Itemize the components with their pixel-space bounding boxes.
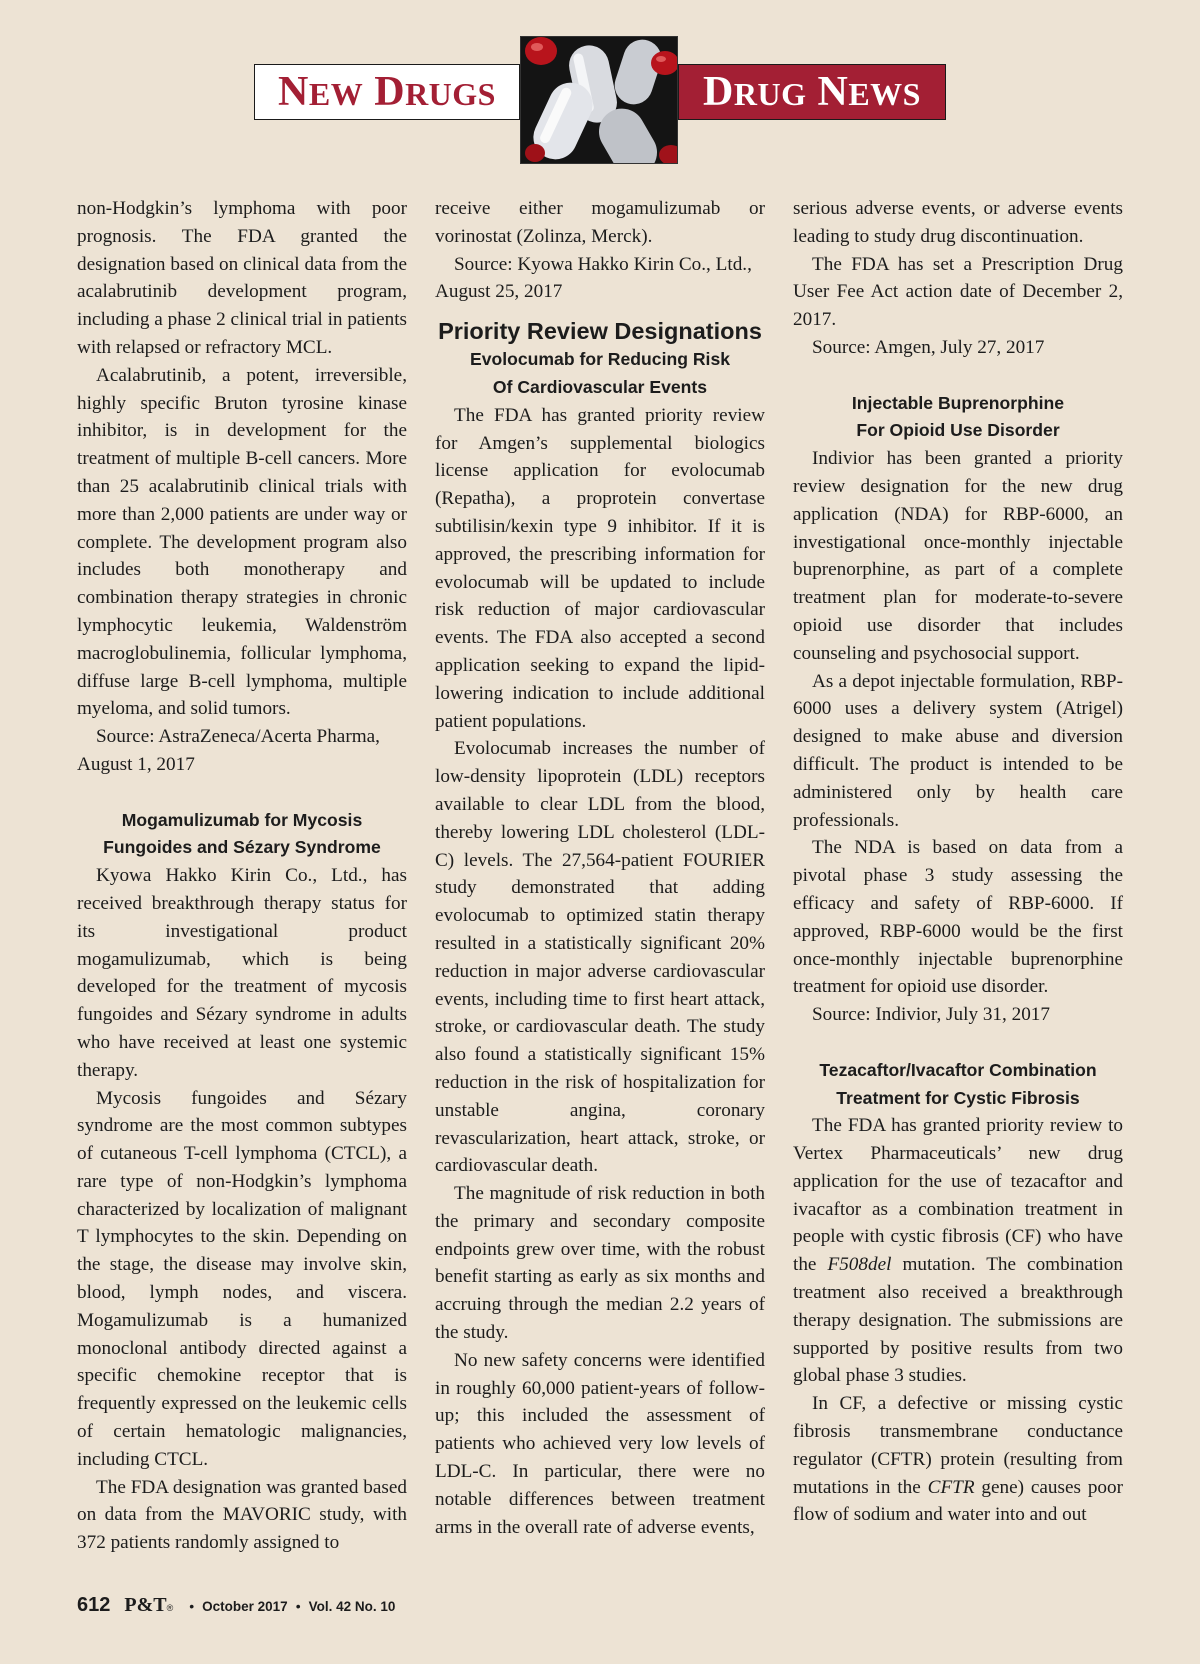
article-heading: Evolocumab for Reducing Risk Of Cardiovascular Events: [469, 349, 731, 397]
paragraph: Kyowa Hakko Kirin Co., Ltd., has received breakthrough therapy status for its investigational product mogamulizumab, which is being developed for the treatment of mycosis fungoides and Sézary syndrome in adults who have received at least one systemic therapy.: [77, 865, 407, 1081]
page-footer: [77, 1594, 395, 1617]
drug-news-label: [678, 64, 946, 120]
paragraph: The NDA is based on data from a pivotal phase 3 study assessing the efficacy and safety of RBP-6000. If approved, RBP-6000 would be the first once-monthly injectable buprenorphine treatment for opioid use disorder.: [793, 837, 1123, 998]
volume-number: Vol. 42 No. 10: [308, 1599, 396, 1614]
paragraph: The FDA has set a Prescription Drug User Fee Act action date of December 2, 2017.: [793, 253, 1123, 331]
column-2: [435, 195, 765, 1541]
column-1: [77, 195, 407, 1557]
paragraph: As a depot injectable formulation, RBP-6000 uses a delivery system (Atrigel) designed to make abuse and diversion difficult. The product is intended to be administered only by health care professionals.: [793, 670, 1123, 831]
paragraph: The FDA designation was granted based on data from the MAVORIC study, with 372 patients randomly assigned to: [77, 1476, 407, 1554]
paragraph: Mycosis fungoides and Sézary syndrome are the most common subtypes of cutaneous T-cell lymphoma (CTCL), a rare type of non-Hodgkin’s lymphoma characterized by localization of malignant T lymphocytes to the skin. Depending on the stage, the disease may involve skin, blood, lymph nodes, and viscera. Mogamulizumab is a humanized monoclonal antibody directed against a specific chemokine receptor that is frequently expressed on the leukemic cells of certain hematologic malignancies, including CTCL.: [77, 1087, 407, 1470]
publication-name: P&T: [124, 1594, 167, 1616]
new-drugs-title: NEW DRUGS: [278, 69, 496, 115]
section-banner: [254, 36, 946, 166]
paragraph: The FDA has granted priority review for Amgen’s supplemental biologics license application for evolocumab (Repatha), a proprotein convertase subtilisin/kexin type 9 inhibitor. If it is approved, the prescribing information for evolocumab will be updated to include risk reduction of major cardiovascular events. The FDA also accepted a second application seeking to expand the lipid-lowering indication to include additional patient populations.: [435, 404, 765, 732]
paragraph: Indivior has been granted a priority review designation for the new drug application (NDA) for RBP-6000, an investigational once-monthly injectable buprenorphine, as part of a complete treatment plan for moderate-to-severe opioid use disorder that includes counseling and psychosocial support.: [793, 448, 1123, 664]
paragraph: serious adverse events, or adverse events leading to study drug discontinuation.: [793, 198, 1123, 247]
source-line: Source: Amgen, July 27, 2017: [812, 336, 1045, 358]
bullet-separator: •: [295, 1598, 301, 1614]
section-heading: Priority Review Designations: [438, 318, 762, 345]
article-heading: Injectable Buprenorphine For Opioid Use Disorder: [851, 392, 1065, 441]
source-line: Source: AstraZeneca/Acerta Pharma, August 1, 2017: [77, 726, 380, 775]
paragraph: The FDA has granted priority review to Vertex Pharmaceuticals’ new drug application for the use of tezacaftor and ivacaftor as a combination treatment in people with cystic fibrosis (CF) who have the F508del mutation. The combination treatment also received a breakthrough therapy designation. The submissions are supported by positive results from two global phase 3 studies.: [793, 1115, 1123, 1387]
registered-mark: ®: [166, 1603, 174, 1613]
paragraph: No new safety concerns were identified in roughly 60,000 patient-years of follow-up; this included the assessment of patients who achieved very low levels of LDL-C. In particular, there were no notable differences between treatment arms in the overall rate of adverse events,: [435, 1349, 765, 1538]
issue-date: October 2017: [202, 1599, 288, 1614]
pills-photo-icon: [520, 36, 678, 164]
paragraph: In CF, a defective or missing cystic fibrosis transmembrane conductance regulator (CFTR) protein (resulting from mutations in the CFTR gene) causes poor flow of sodium and water into and out: [793, 1393, 1123, 1526]
new-drugs-label: [254, 64, 520, 120]
paragraph: Acalabrutinib, a potent, irreversible, highly specific Bruton tyrosine kinase inhibitor, is in development for the treatment of multiple B-cell cancers. More than 25 acalabrutinib clinical trials with more than 2,000 patients are under way or complete. The development program also includes both monotherapy and combination therapy strategies in chronic lymphocytic leukemia, Waldenström macroglobulinemia, follicular lymphoma, diffuse large B-cell lymphoma, multiple myeloma, and solid tumors.: [77, 364, 407, 720]
bullet-separator: •: [189, 1598, 195, 1614]
source-line: Source: Indivior, July 31, 2017: [812, 1004, 1050, 1026]
article-heading: Mogamulizumab for Mycosis Fungoides and Sézary Syndrome: [103, 809, 381, 858]
paragraph: receive either mogamulizumab or vorinostat (Zolinza, Merck).: [435, 198, 765, 247]
drug-news-title: DRUG NEWS: [703, 69, 921, 115]
article-heading: Tezacaftor/Ivacaftor Combination Treatment for Cystic Fibrosis: [819, 1059, 1097, 1108]
paragraph: The magnitude of risk reduction in both the primary and secondary composite endpoints grew over time, with the robust benefit starting as early as six months and accruing through the median 2.2 years of the study.: [435, 1183, 765, 1344]
paragraph: non-Hodgkin’s lymphoma with poor prognosis. The FDA granted the designation based on clinical data from the acalabrutinib development program, including a phase 2 clinical trial in patients with relapsed or refractory MCL.: [77, 198, 407, 358]
paragraph: Evolocumab increases the number of low-density lipoprotein (LDL) receptors available to clear LDL from the blood, thereby lowering LDL cholesterol (LDL-C) levels. The 27,564-patient FOURIER study demonstrated that adding evolocumab to optimized statin therapy resulted in a statistically significant 20% reduction in major adverse cardiovascular events, including time to first heart attack, stroke, or cardiovascular death. The study also found a statistically significant 15% reduction in the risk of hospitalization for unstable angina, coronary revascularization, heart attack, stroke, or cardiovascular death.: [435, 738, 765, 1177]
column-3: [793, 195, 1123, 1529]
source-line: Source: Kyowa Hakko Kirin Co., Ltd., August 25, 2017: [435, 253, 752, 303]
page-number: 612: [77, 1594, 111, 1616]
